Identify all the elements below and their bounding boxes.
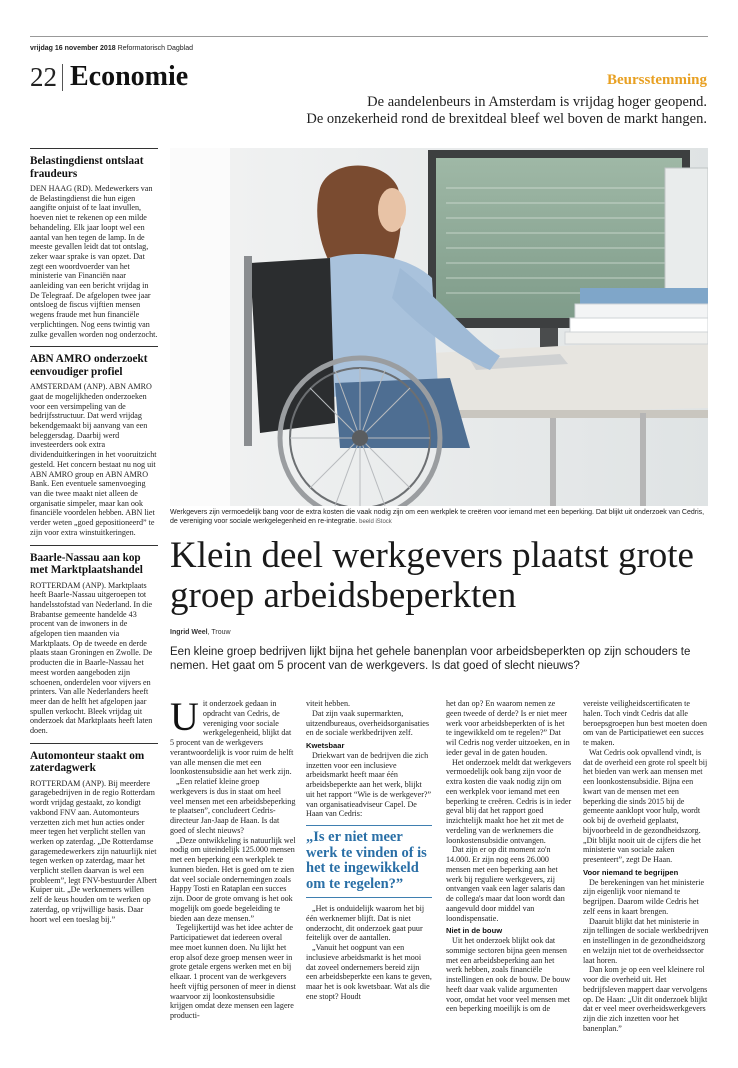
beursstemming-label: Beursstemming [607,72,707,88]
beursstemming-line-1: De aandelenbeurs in Amsterdam is vrijdag hoger geopend. [367,94,707,110]
brief-body: DEN HAAG (RD). Medewerkers van de Belastingdienst die hun eigen aangifte onjuist of te laat invullen, hoeven niet te rekenen op een milde behandeling. Elk jaar loopt wel een aantal van hen tegen de lamp. In de meeste gevallen leidt dat tot ontslag, zeker waar sprake is van opzet. Dat zegt een woordvoerder van het ministerie van Financiën naar aanleiding van een bericht vrijdag in De Telegraaf. De afgelopen twee jaar ontsloeg de fiscus vijftien mensen wegens fraude met hun financiële verplichtingen. Nog eens twintig van zulke gevallen worden nog onderzocht. [30,184,158,339]
paragraph: „Vanuit het oogpunt van een inclusieve arbeidsmarkt is het mooi dat zoveel ondernemers bereid zijn een arbeidsbeperkte een kans te geven, maar het is ook kwetsbaar. Wat als die ene stopt? Houdt [306,943,432,1001]
paragraph: Dat zijn er op dit moment zo'n 14.000. Er zijn nog eens 26.000 mensen met een beperking aan het werk bij reguliere werkgevers, zij ontvangen vaak een lager salaris dan de collega's maar dat loon wordt dan aangevuld door middel van loondispensatie. [446,845,565,923]
paragraph: Uit het onderzoek blijkt ook dat sommige sectoren bijna geen mensen met een arbeidsbeperking aan het werk hebben, zoals financiële instellingen en ook de bouw. De bouw heeft daar vaak valide argumenten voor, omdat het voor veel mensen met een beperking moeilijk is om de [446,936,571,1014]
photo-caption [170,508,708,527]
opening-paragraph [170,694,296,777]
paragraph: „Het is onduidelijk waarom het bij één werknemer blijft. Dat is niet onderzocht, dit onderzoek gaat puur feitelijk over de aantallen. [306,904,425,943]
brief-title: Baarle-Nassau aan kop met Marktplaatshandel [30,551,143,576]
paragraph: „Een relatief kleine groep werkgevers is dus in staat om heel veel mensen met een arbeidsbeperking te plaatsen”, concludeert Cedris-directeur Jan-Jaap de Haan. Is dat goed of slecht nieuws? [170,777,296,835]
author-name: Ingrid Weel [170,629,208,636]
paragraph: Dan kom je op een veel kleinere rol voor die overheid uit. Het bedrijfsleven mappert daar vervolgens op. De Haan: „Uit dit onderzoek blijkt dat er veel meer overheidswerkgevers zijn die zich inzetten voor het banenplan.” [583,965,708,1033]
brief-body: AMSTERDAM (ANP). ABN AMRO gaat de mogelijkheden onderzoeken voor een versimpeling van de bedrijfsstructuur. Dat werd vrijdag bekendgemaakt bij aanvang van een beleggersdag. Daarbij werd investeerders ook extra dividenduitkeringen in het vooruitzicht gesteld. Het concern bestaat nu nog uit ABN AMRO group en ABN AMRO Bank. Een eventuele samenvoeging van die twee maakt niet alleen de organisatie simpeler, maar kan ook financiële voordelen hebben. ABN liet verder weten „goed gepositioneerd” te zijn voor extra winstuitkeringen. [30,382,157,537]
paragraph: viteit hebben. [306,699,351,708]
paragraph: Daaruit blijkt dat het ministerie in zijn tellingen de sociale werkbedrijven en instellingen in de gezondheidszorg en welzijn niet tot de overheidssector laat horen. [583,916,709,965]
article-photo [170,148,708,506]
article-intro: Een kleine groep bedrijven lijkt bijna het gehele banenplan voor arbeidsbeperkten op zijn schouders te nemen. Het gaat om 5 procent van de werkgevers. Is dat goed of slecht nieuws? [170,646,691,673]
paragraph: „Deze ontwikkeling is natuurlijk wel nodig om uiteindelijk 125.000 mensen met een beperking een werkplek te kunnen bieden. Het is goed om te zien dat veel sociale ondernemingen zoals Happy Tosti en Rataplan een succes zijn. Door de grote omvang is het ook mogelijk om goede begeleiding te bieden aan deze mensen.” [170,835,296,923]
brief-automonteur [30,743,158,925]
photo-credit: beeld iStock [359,519,392,525]
paragraph: Dat zijn vaak supermarkten, uitzendbureaus, overheidsorganisaties en de sociale werkbedrijven zelf. [306,708,430,738]
brief-title: Automonteur staakt om zaterdagwerk [30,749,145,775]
paragraph: Het onderzoek meldt dat werkgevers vermoedelijk ook bang zijn voor de extra kosten die vaak nodig zijn om een werkplek voor iemand met een beperking te creëren. Cedris is in ieder geval blij dat het rapport goed inzichtelijk maakt hoe het zit met de verdeling van de werknemers die loonkostensubsidie ontvangen. [446,757,572,845]
byline: Ingrid Weel, Trouw [170,629,231,636]
caption-text: Werkgevers zijn vermoedelijk bang voor de extra kosten die vaak nodig zijn om een werkplek te creëren voor iemand met een beperking. Dat blijkt uit onderzoek van Cedris, de vereniging voor sociale werkgelegenheid en re-integratie. [170,509,705,525]
paragraph: vereiste veiligheidscertificaten te halen. Toch vindt Cedris dat alle beroepsgroepen hun best moeten doen om van de Participatiewet een succes te maken. [583,699,708,747]
article-column-4 [583,699,709,1034]
page-number: 22 [30,62,57,92]
paragraph: Driekwart van de bedrijven die zich inzetten voor een inclusieve arbeidsmarkt heeft maar één arbeidsbeperkte aan het werk, blijkt uit het rapport “Wie is de werkgever?” van organisatieadviseur Capel. De Haan van Cedris: [306,750,432,819]
top-rule [30,36,708,37]
article-column-2 [306,699,432,1002]
article-column-3 [446,699,572,1014]
brief-body: ROTTERDAM (ANP). Marktplaats heeft Baarle-Nassau uitgeroepen tot handelsstofstad van Nederland. In die Brabantse gemeente handelde 43 procent van de inwoners in de afgelopen tien maanden via Marktplaats. Op de tweede en derde plaats staan Groningen en Zwolle. De producten die in Baarle-Nassau het meest worden aangeboden zijn schoenen, onderdelen voor vijvers en printers. Van alle Nederlanders heeft meer dan de helft het afgelopen jaar spullen verkocht. Bleek vrijdag uit onderzoek dat Marktplaats heeft laten doen. [30,580,153,736]
brief-baarle-nassau [30,545,158,736]
author-outlet: Trouw [211,629,231,636]
wheelchair-office-illustration [170,148,708,506]
news-briefs-sidebar [30,148,158,931]
issue-date: vrijdag 16 november 2018 [30,45,116,52]
article-column-1 [170,694,296,1021]
subheading: Kwetsbaar [306,741,345,750]
subheading: Niet in de bouw [446,926,503,936]
brief-belastingdienst [30,148,158,339]
dropcap-letter: U [170,694,199,739]
paragraph: Wat Cedris ook opvallend vindt, is dat de overheid een grote rol speelt bij het bieden van werk aan mensen met een loonkostensubsidie. Bijna een kwart van de mensen met een beperking die sinds 2015 bij de gemeente aanklopt voor hulp, wordt ook bij de overheid geplaatst, bijvoorbeeld in de gezondheidszorg. „Dit blijkt nooit uit de cijfers die het ministerie van sociale zaken presenteert”, zegt De Haan. [583,747,708,864]
dateline [30,45,193,52]
article-headline: Klein deel werkgevers plaatst grote groep arbeidsbeperkten [170,535,694,616]
paragraph: Tegelijkertijd was het idee achter de Participatiewet dat iedereen overal mee moet kunnen doen. Nu lijkt het erop alsof deze groep mensen weer in grote getale ergens werken met en bij elkaar. 1 procent van de werkgevers heeft vijftig personen of meer in dienst waarvoor zij loonkostensubsidie krijgen omdat deze mensen een lagere producti- [170,923,296,1020]
brief-body: ROTTERDAM (ANP). Bij meerdere garagebedrijven in de regio Rotterdam wordt vrijdag gestaakt, zo kondigt vakbond FNV aan. Automonteurs verzetten zich met hun acties onder meer tegen het verplicht stellen van werken op zaterdag. „De Rotterdamse garagemedewerkers zijn natuurlijk niet tegen werken op zaterdag, maar het verplicht stellen daarvan is wel een probleem”, legt FNV-bestuurder Albert Kuiper uit. „De werknemers willen zelf de keus houden om te werken op zaterdag, op vrijwillige basis. Daar hoort wel een toeslag bij.” [30,778,157,924]
section-title: Economie [70,61,189,92]
subheading: Voor niemand te begrijpen [583,867,679,877]
brief-title: Belastingdienst ontslaat fraudeurs [30,155,144,180]
paper-name: Reformatorisch Dagblad [117,45,194,52]
page-number-divider [62,64,63,91]
pull-quote: „Is er niet meer werk te vinden of is het te ingewikkeld om te regelen?” [306,825,432,898]
beursstemming-text [287,94,707,128]
brief-title: ABN AMRO onderzoekt eenvoudiger profiel [30,353,148,378]
beursstemming-line-2: De onzekerheid rond de brexitdeal bleef wel boven de markt hangen. [306,111,707,127]
brief-abn-amro [30,346,158,537]
paragraph: het dan op? En waarom nemen ze geen tweede of derde? Is er niet meer werk voor arbeidsbeperkten of is het te ingewikkeld om te regelen?” Dat wil Cedris nog verder uitzoeken, en in ieder geval in de gaten houden. [446,699,570,757]
paragraph: De berekeningen van het ministerie zijn eigenlijk voor niemand te begrijpen. Daarom wilde Cedris het zelf eens in kaart brengen. [583,877,705,916]
paragraph: it onderzoek gedaan in opdracht van Cedris, de vereniging voor sociale werkgelegenheid, blijkt dat 5 procent van de werkgevers verantwoordelijk is voor ruim de helft van alle mensen die met een loonkostensubsidie aan het werk zijn. [170,699,294,777]
